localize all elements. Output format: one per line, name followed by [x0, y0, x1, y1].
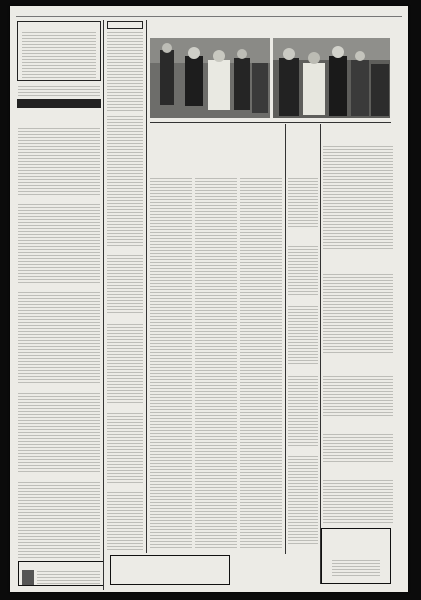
photo-underline: [150, 122, 391, 123]
masthead-title: [18, 22, 100, 30]
advert-center-line2: [111, 567, 229, 577]
right-text-3: [323, 376, 393, 416]
left-body-text-3: [18, 292, 100, 384]
article-column-3: [240, 178, 282, 550]
left-body-text-5: [18, 482, 100, 558]
photo-right: [273, 38, 390, 118]
listing-text-6: [107, 492, 143, 550]
photo-left-image: [150, 38, 270, 118]
masthead-footnote: [18, 86, 100, 96]
masthead-box: [17, 21, 101, 81]
right-text-4: [323, 434, 393, 462]
advert-left-text: [37, 571, 100, 584]
advert-left-picture: [22, 570, 34, 585]
advert-right-text: [332, 560, 380, 576]
left-body-text-1: [18, 128, 100, 196]
feature-title: [26, 109, 92, 123]
notice-text-1: [288, 178, 318, 228]
listing-text-2: [107, 116, 143, 246]
advert-center: [110, 555, 230, 585]
listing-text-1: [107, 32, 143, 112]
section-banner: [17, 99, 101, 108]
main-headline: [150, 129, 325, 175]
right-headline-4: [323, 420, 393, 432]
thanks-heading: [323, 467, 393, 477]
notice-text-5: [288, 456, 318, 546]
photo-caption: [150, 26, 390, 36]
article-column-1: [150, 178, 192, 550]
masthead-text: [22, 32, 96, 78]
listing-text-3: [107, 255, 143, 315]
newspaper-page: [10, 6, 408, 592]
listing-text-5: [107, 413, 143, 483]
listing-header: [107, 21, 143, 29]
column-rule-2: [146, 20, 147, 553]
right-text-5: [323, 480, 393, 524]
right-headline-2: [323, 256, 393, 272]
column-rule-3: [285, 124, 286, 554]
advert-left-name: [19, 563, 103, 569]
advert-center-line1: [111, 558, 229, 567]
left-body-text-4: [18, 393, 100, 473]
running-head: [16, 9, 402, 17]
advert-right: [321, 528, 391, 584]
column-rule-4: [320, 124, 321, 584]
advert-left: [18, 561, 104, 586]
right-headline-1: [323, 128, 393, 144]
photo-right-image: [273, 38, 390, 118]
advert-right-brand: [322, 541, 390, 556]
photo-left: [150, 38, 270, 118]
right-text-1: [323, 146, 393, 251]
advert-right-top-text: [322, 535, 390, 539]
column-rule-1: [103, 20, 104, 590]
right-text-2: [323, 274, 393, 354]
notice-text-3: [288, 306, 318, 366]
right-headline-3: [323, 358, 393, 374]
listing-text-4: [107, 324, 143, 404]
notice-text-4: [288, 376, 318, 446]
notice-text-2: [288, 246, 318, 296]
article-column-2: [195, 178, 237, 550]
left-body-text-2: [18, 204, 100, 284]
